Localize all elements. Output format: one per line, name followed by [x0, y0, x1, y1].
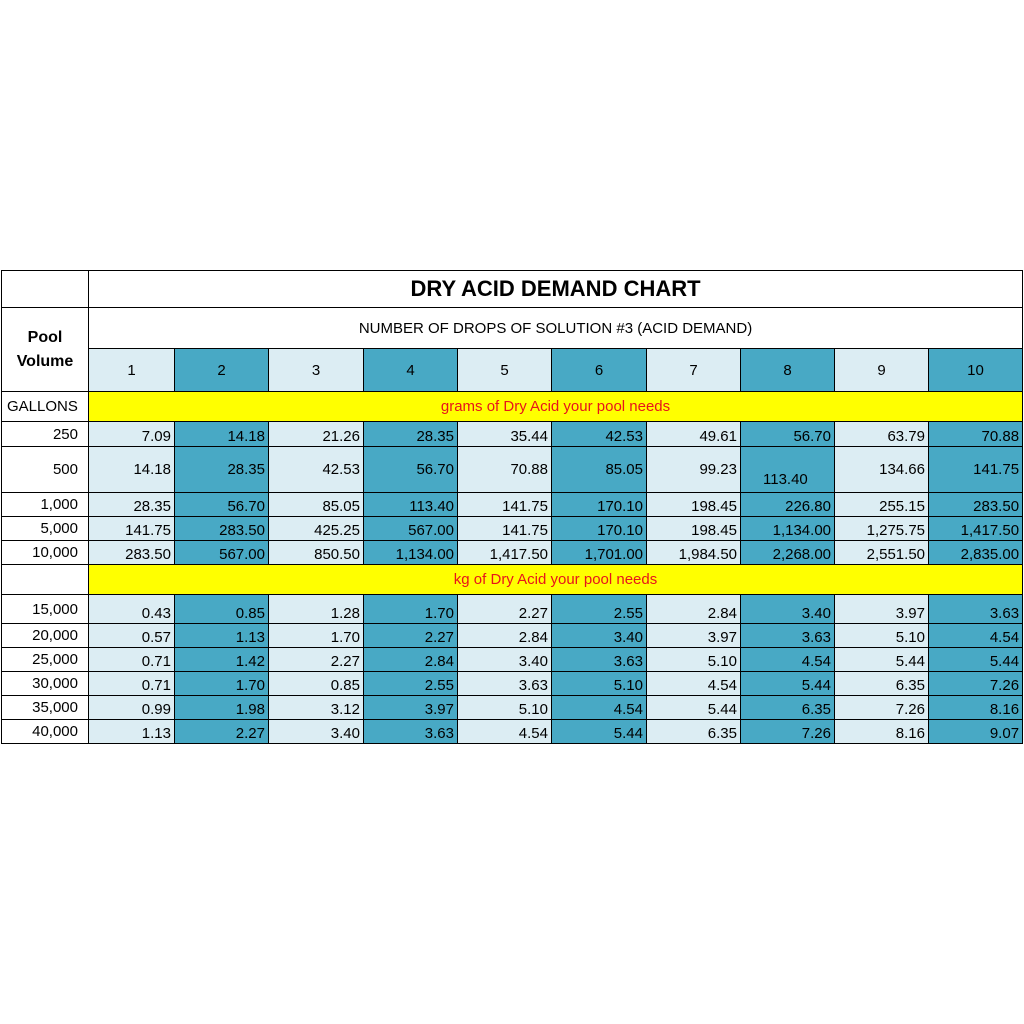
value-cell: 5.44: [929, 648, 1023, 672]
value-cell: 8.16: [929, 696, 1023, 720]
value-cell: 56.70: [364, 447, 458, 493]
section-label: grams of Dry Acid your pool needs: [89, 392, 1023, 422]
value-cell: 1.13: [175, 624, 269, 648]
value-cell: 7.26: [741, 720, 835, 744]
value-cell: 198.45: [647, 517, 741, 541]
value-cell: 5.10: [458, 696, 552, 720]
value-cell: 28.35: [89, 493, 175, 517]
section-band-row: [2, 392, 1023, 422]
column-header-3: 3: [269, 349, 364, 392]
value-cell: 3.40: [458, 648, 552, 672]
value-cell: 5.44: [647, 696, 741, 720]
value-cell: 5.10: [647, 648, 741, 672]
value-cell: 3.97: [647, 624, 741, 648]
value-cell: 2,551.50: [835, 541, 929, 565]
value-cell: 134.66: [835, 447, 929, 493]
value-cell: 3.63: [552, 648, 647, 672]
value-cell: 56.70: [175, 493, 269, 517]
value-cell: 1,701.00: [552, 541, 647, 565]
table-row: [2, 648, 1023, 672]
table-row: [2, 720, 1023, 744]
value-cell: 3.63: [458, 672, 552, 696]
column-header-8: 8: [741, 349, 835, 392]
gallons-label: GALLONS: [2, 392, 89, 422]
table-row: [2, 422, 1023, 447]
value-cell: 70.88: [458, 447, 552, 493]
value-cell: 14.18: [175, 422, 269, 447]
value-cell: 283.50: [929, 493, 1023, 517]
value-cell: 170.10: [552, 517, 647, 541]
dry-acid-demand-table: [1, 270, 1023, 744]
table-row: [2, 493, 1023, 517]
value-cell: 28.35: [175, 447, 269, 493]
value-cell: 5.44: [741, 672, 835, 696]
value-cell: 226.80: [741, 493, 835, 517]
row-header-title: [2, 308, 89, 392]
row-header-line1: Pool: [27, 328, 63, 346]
value-cell: 1,134.00: [741, 517, 835, 541]
value-cell: 9.07: [929, 720, 1023, 744]
value-cell: 42.53: [552, 422, 647, 447]
value-cell: 1.42: [175, 648, 269, 672]
column-header-10: 10: [929, 349, 1023, 392]
table-row: [2, 447, 1023, 493]
value-cell: 1.28: [269, 595, 364, 624]
value-cell: 2,835.00: [929, 541, 1023, 565]
value-cell: 85.05: [269, 493, 364, 517]
value-cell: 5.10: [552, 672, 647, 696]
pool-volume-cell: 1,000: [2, 493, 89, 517]
value-cell: 567.00: [175, 541, 269, 565]
value-cell: 141.75: [89, 517, 175, 541]
value-cell: 21.26: [269, 422, 364, 447]
value-cell: 141.75: [929, 447, 1023, 493]
value-cell: 283.50: [89, 541, 175, 565]
column-header-row: [2, 349, 1023, 392]
value-cell: 56.70: [741, 422, 835, 447]
value-cell: 2.84: [647, 595, 741, 624]
value-cell: 14.18: [89, 447, 175, 493]
value-cell: 8.16: [835, 720, 929, 744]
value-cell: 0.71: [89, 648, 175, 672]
value-cell: 113.40: [741, 447, 835, 493]
value-cell: 0.57: [89, 624, 175, 648]
value-cell: 49.61: [647, 422, 741, 447]
value-cell: 5.44: [835, 648, 929, 672]
value-cell: 6.35: [647, 720, 741, 744]
value-cell: 113.40: [364, 493, 458, 517]
value-cell: 141.75: [458, 493, 552, 517]
value-cell: 3.97: [364, 696, 458, 720]
column-header-1: 1: [89, 349, 175, 392]
value-cell: 1,984.50: [647, 541, 741, 565]
value-cell: 141.75: [458, 517, 552, 541]
value-cell: 3.40: [741, 595, 835, 624]
value-cell: 3.40: [269, 720, 364, 744]
value-cell: 42.53: [269, 447, 364, 493]
value-cell: 1.70: [364, 595, 458, 624]
value-cell: 1,134.00: [364, 541, 458, 565]
value-cell: 0.85: [269, 672, 364, 696]
value-cell: 85.05: [552, 447, 647, 493]
table-row: [2, 595, 1023, 624]
value-cell: 6.35: [835, 672, 929, 696]
value-cell: 170.10: [552, 493, 647, 517]
table-row: [2, 696, 1023, 720]
value-cell: 3.63: [741, 624, 835, 648]
value-cell: 2.55: [364, 672, 458, 696]
value-cell: 850.50: [269, 541, 364, 565]
value-cell: 1,275.75: [835, 517, 929, 541]
column-header-6: 6: [552, 349, 647, 392]
value-cell: 2.27: [269, 648, 364, 672]
value-cell: 7.26: [835, 696, 929, 720]
table-row: [2, 517, 1023, 541]
value-cell: 2.27: [364, 624, 458, 648]
value-cell: 0.43: [89, 595, 175, 624]
blank-label-cell: [2, 565, 89, 595]
value-cell: 4.54: [458, 720, 552, 744]
value-cell: 6.35: [741, 696, 835, 720]
column-header-5: 5: [458, 349, 552, 392]
column-header-9: 9: [835, 349, 929, 392]
value-cell: 3.63: [929, 595, 1023, 624]
value-cell: 1.98: [175, 696, 269, 720]
pool-volume-cell: 15,000: [2, 595, 89, 624]
value-cell: 7.09: [89, 422, 175, 447]
value-cell: 63.79: [835, 422, 929, 447]
value-cell: 1,417.50: [458, 541, 552, 565]
corner-cell: [2, 271, 89, 308]
value-cell: 567.00: [364, 517, 458, 541]
value-cell: 0.99: [89, 696, 175, 720]
pool-volume-cell: 500: [2, 447, 89, 493]
table-row: [2, 624, 1023, 648]
column-header-7: 7: [647, 349, 741, 392]
pool-volume-cell: 5,000: [2, 517, 89, 541]
table-row: [2, 541, 1023, 565]
value-cell: 4.54: [741, 648, 835, 672]
row-header-line2: Volume: [16, 352, 74, 370]
value-cell: 283.50: [175, 517, 269, 541]
table-row: [2, 672, 1023, 696]
value-cell: 4.54: [552, 696, 647, 720]
value-cell: 1.70: [269, 624, 364, 648]
value-cell: 4.54: [929, 624, 1023, 648]
value-cell: 2.84: [458, 624, 552, 648]
value-cell: 3.40: [552, 624, 647, 648]
value-cell: 2.27: [458, 595, 552, 624]
value-cell: 5.10: [835, 624, 929, 648]
value-cell: 0.71: [89, 672, 175, 696]
pool-volume-cell: 10,000: [2, 541, 89, 565]
value-cell: 1.70: [175, 672, 269, 696]
value-cell: 2.27: [175, 720, 269, 744]
pool-volume-cell: 20,000: [2, 624, 89, 648]
value-cell: 2,268.00: [741, 541, 835, 565]
chart-subtitle: NUMBER OF DROPS OF SOLUTION #3 (ACID DEMAND): [89, 308, 1023, 349]
value-cell: 1,417.50: [929, 517, 1023, 541]
value-cell: 5.44: [552, 720, 647, 744]
pool-volume-cell: 35,000: [2, 696, 89, 720]
value-cell: 70.88: [929, 422, 1023, 447]
value-cell: 3.63: [364, 720, 458, 744]
section-label: kg of Dry Acid your pool needs: [89, 565, 1023, 595]
pool-volume-cell: 25,000: [2, 648, 89, 672]
value-cell: 425.25: [269, 517, 364, 541]
value-cell: 198.45: [647, 493, 741, 517]
value-cell: 2.55: [552, 595, 647, 624]
value-cell: 2.84: [364, 648, 458, 672]
value-cell: 0.85: [175, 595, 269, 624]
value-cell: 3.97: [835, 595, 929, 624]
pool-volume-cell: 30,000: [2, 672, 89, 696]
value-cell: 255.15: [835, 493, 929, 517]
value-cell: 3.12: [269, 696, 364, 720]
value-cell: 4.54: [647, 672, 741, 696]
section-band-row: [2, 565, 1023, 595]
column-header-4: 4: [364, 349, 458, 392]
value-cell: 7.26: [929, 672, 1023, 696]
value-cell: 99.23: [647, 447, 741, 493]
value-cell: 28.35: [364, 422, 458, 447]
pool-volume-cell: 250: [2, 422, 89, 447]
value-cell: 1.13: [89, 720, 175, 744]
column-header-2: 2: [175, 349, 269, 392]
pool-volume-cell: 40,000: [2, 720, 89, 744]
value-cell: 35.44: [458, 422, 552, 447]
chart-title: DRY ACID DEMAND CHART: [89, 271, 1023, 308]
